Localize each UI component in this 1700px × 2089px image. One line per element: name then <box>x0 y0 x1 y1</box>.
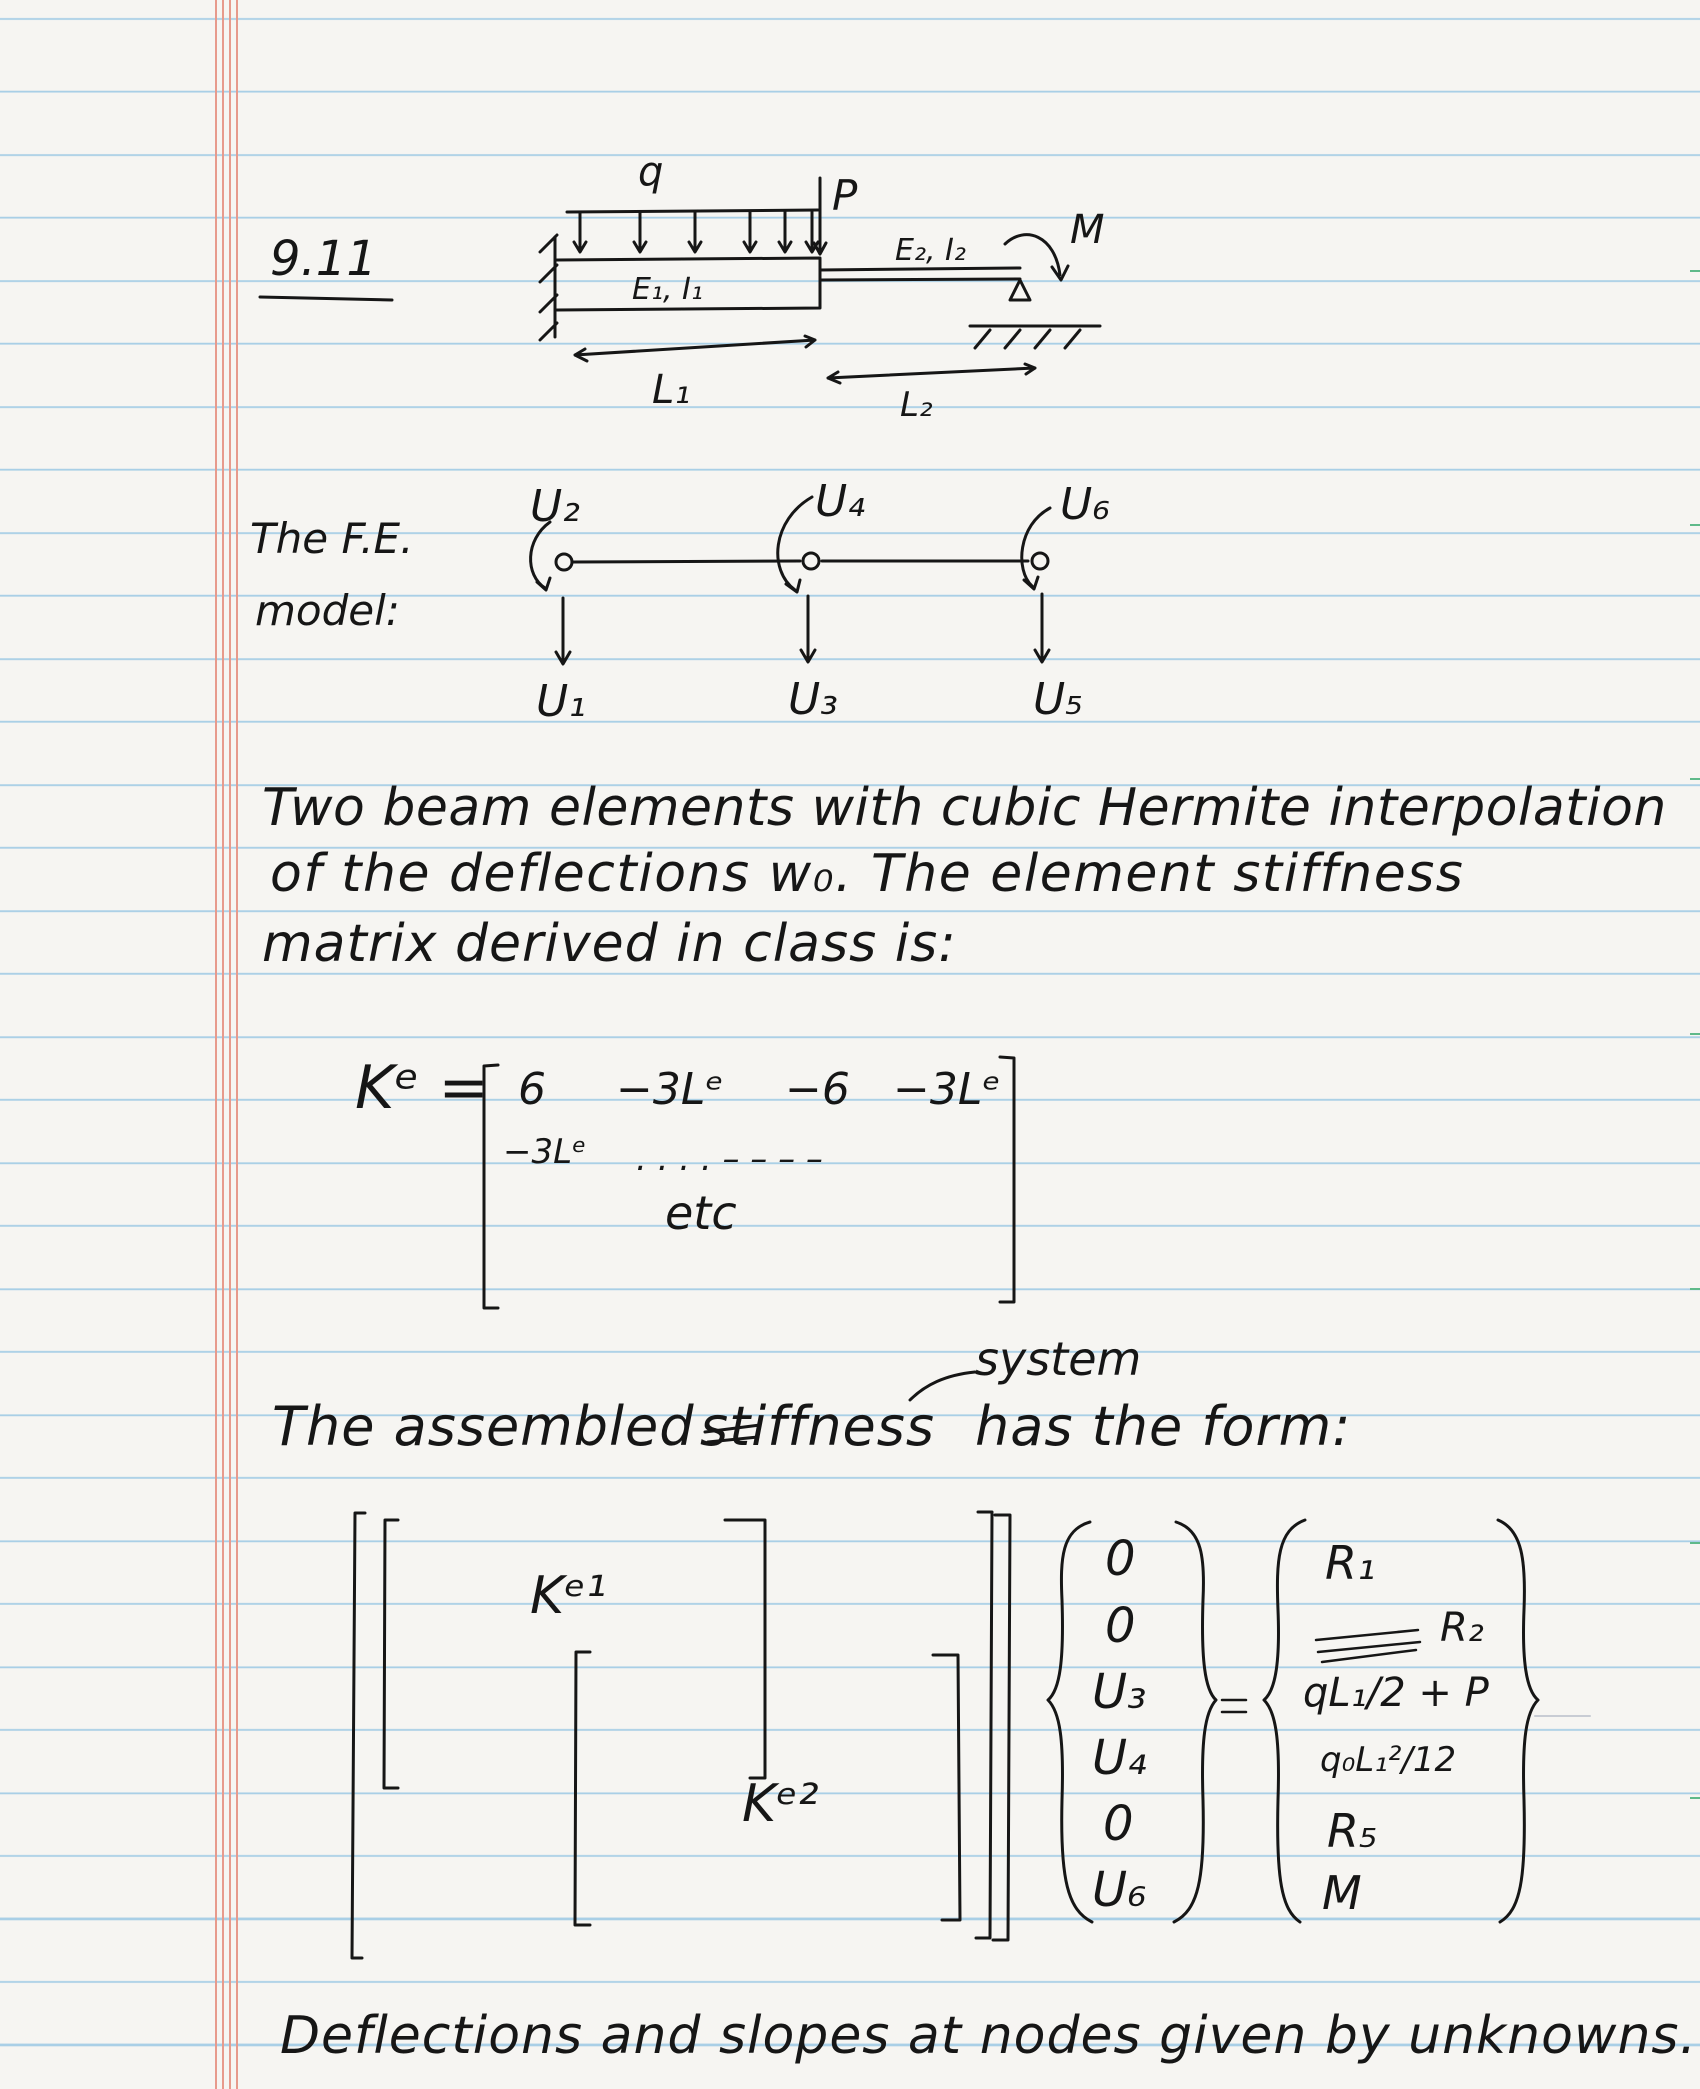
fe-node-2 <box>803 553 819 569</box>
element-matrix-etc: etc <box>665 1186 737 1240</box>
distributed-load-top <box>567 210 818 212</box>
equals-sign <box>1222 1700 1246 1712</box>
rhs-entry: R₂ <box>1440 1605 1484 1651</box>
element-matrix-cell: −3Lᵉ <box>893 1064 1001 1115</box>
rhs-right-brace <box>1498 1520 1538 1922</box>
fe-model-label-line2: model: <box>255 586 400 635</box>
submatrix-Ke2: Kᵉ² <box>742 1774 819 1834</box>
footer-line-1: Deflections and slopes at nodes given by unknowns. <box>280 2006 1698 2066</box>
rhs-entry: M <box>1322 1866 1362 1920</box>
label-M: M <box>1070 207 1105 253</box>
dimension-L2 <box>828 364 1035 383</box>
dof-U1: U₁ <box>536 676 586 727</box>
label-L2: L₂ <box>900 385 933 425</box>
roller-support <box>1010 280 1030 300</box>
dof-U6: U₆ <box>1060 479 1110 530</box>
unknowns-right-brace <box>1174 1522 1216 1922</box>
rhs-entry: q₀L₁²/12 <box>1320 1740 1457 1780</box>
dimension-L1 <box>575 336 815 361</box>
assembled-struck-word: stiffness <box>700 1395 936 1458</box>
rotation-arrow-U4 <box>778 497 812 592</box>
ke2-left-bracket <box>575 1652 590 1925</box>
element-matrix-cell: −3Lᵉ <box>503 1132 587 1172</box>
ke1-right-bracket <box>725 1520 765 1778</box>
caret-word-system: system <box>975 1332 1142 1386</box>
distributed-load-arrows <box>574 212 818 252</box>
problem-underline <box>260 297 392 300</box>
unknown-entry: U₆ <box>1092 1862 1147 1918</box>
rhs-entry: qL₁/2 + P <box>1303 1670 1489 1716</box>
problem-number: 9.11 <box>270 231 377 287</box>
element-matrix-right-bracket <box>1000 1057 1014 1302</box>
rotation-arrow-U2 <box>531 522 550 590</box>
rhs-entry: R₁ <box>1325 1536 1376 1590</box>
fe-node-1 <box>556 554 572 570</box>
dof-U4: U₄ <box>815 476 865 527</box>
element-matrix-cell: 6 <box>518 1064 546 1115</box>
ke2-right-bracket <box>933 1655 960 1920</box>
beam-segment-2 <box>820 268 1020 280</box>
paragraph-line-3: matrix derived in class is: <box>262 914 957 974</box>
label-E1-I1: E₁, I₁ <box>632 272 703 307</box>
ke1-left-bracket <box>384 1520 398 1788</box>
element-matrix-dots: . . . . – – – – <box>636 1139 823 1179</box>
applied-moment-arc <box>1005 235 1068 280</box>
dof-U5: U₅ <box>1033 674 1083 725</box>
submatrix-Ke1: Kᵉ¹ <box>530 1566 607 1626</box>
paragraph-line-1: Two beam elements with cubic Hermite interpolation <box>262 778 1667 838</box>
paragraph-line-2: of the deflections w₀. The element stiffness <box>270 844 1465 904</box>
label-q: q <box>638 149 664 195</box>
point-load-P <box>814 178 826 254</box>
global-left-bracket <box>352 1513 365 1958</box>
unknowns-left-brace <box>1048 1522 1092 1922</box>
label-E2-I2: E₂, I₂ <box>895 233 966 268</box>
rotation-arrow-U6 <box>1022 508 1050 589</box>
element-matrix-cell: −3Lᵉ <box>616 1064 724 1115</box>
fe-beam-line <box>572 561 1028 562</box>
unknown-entry: U₄ <box>1092 1730 1147 1786</box>
assembled-sentence-start: The assembled <box>272 1395 695 1458</box>
assembled-sentence-end: has the form: <box>975 1395 1352 1458</box>
global-right-bracket <box>976 1512 992 1938</box>
unknown-entry: 0 <box>1105 1531 1136 1587</box>
unknown-entry: 0 <box>1105 1598 1136 1654</box>
fe-model-label-line1: The F.E. <box>250 514 414 563</box>
dof-U2: U₂ <box>530 481 580 532</box>
global-right-bracket-outer <box>993 1515 1010 1940</box>
rhs-left-brace <box>1264 1520 1305 1922</box>
fe-node-3 <box>1032 553 1048 569</box>
label-L1: L₁ <box>652 367 691 413</box>
unknown-entry: U₃ <box>1092 1664 1147 1720</box>
deflection-arrow-U3 <box>801 596 815 662</box>
label-P: P <box>832 171 858 220</box>
ground-hatching <box>975 330 1080 348</box>
rhs-entry: R₅ <box>1327 1804 1378 1858</box>
scribble <box>1316 1630 1420 1662</box>
deflection-arrow-U1 <box>556 598 570 664</box>
element-matrix-cell: −6 <box>785 1064 850 1115</box>
deflection-arrow-U5 <box>1035 594 1049 662</box>
element-matrix-symbol: Kᵉ = <box>355 1053 489 1123</box>
dof-U3: U₃ <box>788 674 838 725</box>
unknown-entry: 0 <box>1103 1796 1134 1852</box>
